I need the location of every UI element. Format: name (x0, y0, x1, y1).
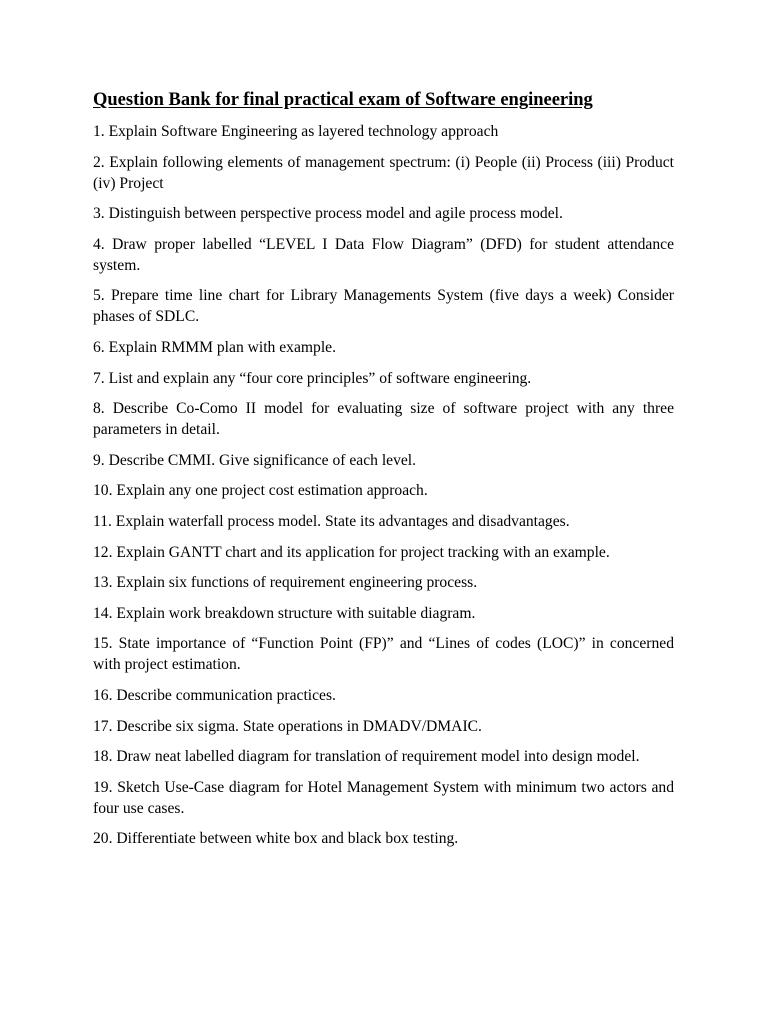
question-item: 5. Prepare time line chart for Library Managements System (five days a week) Consider phases of SDLC. (93, 287, 674, 326)
question-item: 12. Explain GANTT chart and its application for project tracking with an example. (93, 543, 610, 561)
question-item: 15. State importance of “Function Point (FP)” and “Lines of codes (LOC)” in concerned with project estimation. (93, 635, 674, 674)
question-item: 6. Explain RMMM plan with example. (93, 338, 336, 356)
question-item: 4. Draw proper labelled “LEVEL I Data Flow Diagram” (DFD) for student attendance system. (93, 235, 674, 274)
question-item: 7. List and explain any “four core principles” of software engineering. (93, 369, 532, 387)
question-item: 17. Describe six sigma. State operations in DMADV/DMAIC. (93, 717, 482, 735)
question-item: 16. Describe communication practices. (93, 686, 336, 704)
question-item: 18. Draw neat labelled diagram for translation of requirement model into design model. (93, 748, 640, 766)
document-page (93, 88, 674, 859)
document-title: Question Bank for final practical exam of Software engineering (93, 90, 593, 110)
question-item: 3. Distinguish between perspective process model and agile process model. (93, 205, 563, 223)
question-item: 2. Explain following elements of management spectrum: (i) People (ii) Process (iii) Product (iv) Project (93, 153, 674, 192)
question-item: 19. Sketch Use-Case diagram for Hotel Management System with minimum two actors and four use cases. (93, 778, 674, 817)
question-item: 9. Describe CMMI. Give significance of each level. (93, 451, 417, 469)
question-item: 11. Explain waterfall process model. State its advantages and disadvantages. (93, 512, 570, 530)
question-item: 8. Describe Co-Como II model for evaluating size of software project with any three parameters in detail. (93, 400, 674, 439)
question-list (93, 121, 674, 849)
question-item: 20. Differentiate between white box and black box testing. (93, 830, 459, 848)
question-item: 1. Explain Software Engineering as layered technology approach (93, 123, 499, 140)
question-item: 13. Explain six functions of requirement engineering process. (93, 574, 478, 592)
question-item: 14. Explain work breakdown structure with suitable diagram. (93, 604, 476, 622)
question-item: 10. Explain any one project cost estimation approach. (93, 482, 428, 500)
